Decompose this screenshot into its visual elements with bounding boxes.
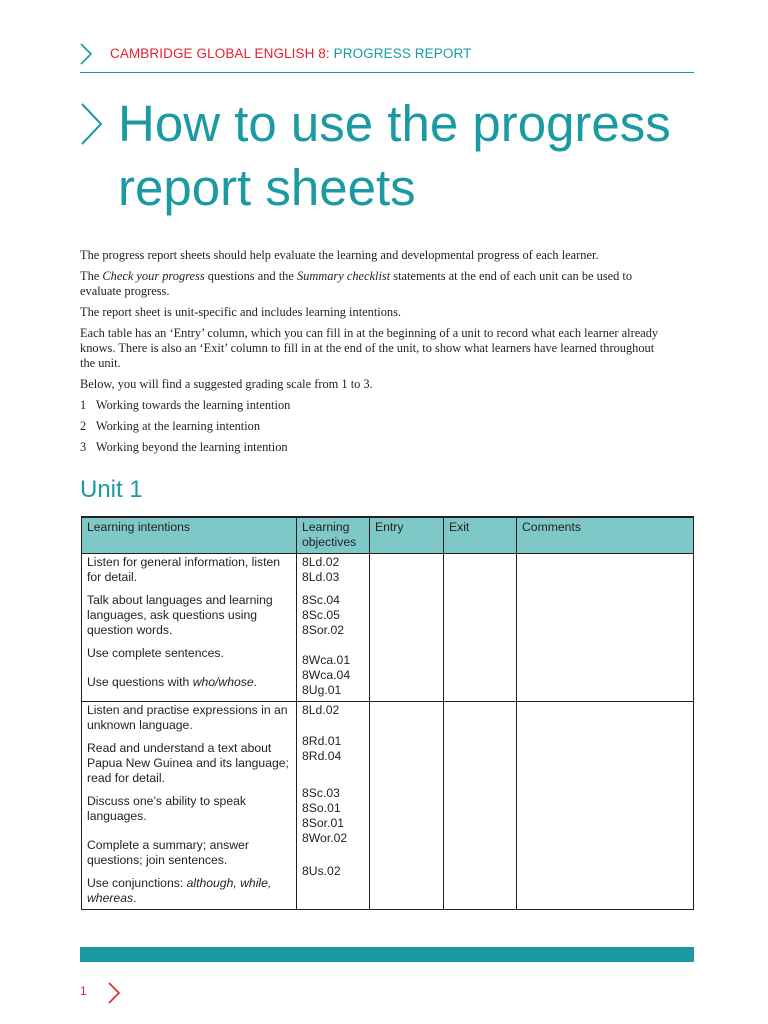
- intro-paragraph: Each table has an ‘Entry’ column, which you can fill in at the beginning of a unit to record what each learner already knows. There is also an ‘Exit’ column to fill in at the end of the unit, to show what learners have learned throughout the unit.: [80, 326, 659, 370]
- intentions-cell: [82, 702, 297, 910]
- intentions-cell: [82, 554, 297, 702]
- scale-number: 2: [80, 419, 87, 433]
- header-text: [110, 46, 471, 61]
- text-run: Use conjunctions:: [87, 876, 187, 890]
- objective-codes: 8Wca.01 8Wca.04 8Ug.01: [302, 653, 351, 697]
- exit-cell[interactable]: [444, 702, 517, 910]
- intention-item: [87, 675, 291, 690]
- running-header: [80, 38, 694, 73]
- intention-item: Use complete sentences.: [87, 646, 224, 660]
- intention-item: Complete a summary; answer questions; join sentences.: [87, 838, 249, 867]
- text-emphasis: Summary checklist: [296, 269, 391, 283]
- text-run: .: [253, 675, 258, 689]
- header-report: PROGRESS REPORT: [333, 46, 472, 61]
- text-run: questions and the: [204, 269, 297, 283]
- intro-paragraph: The progress report sheets should help evaluate the learning and developmental progress of each learner.: [80, 248, 599, 262]
- scale-item: [80, 419, 660, 434]
- intro-paragraph: [80, 269, 660, 299]
- scale-item: [80, 440, 660, 455]
- entry-cell[interactable]: [370, 702, 444, 910]
- text-emphasis: although, while, whereas: [87, 876, 272, 905]
- intention-item: Read and understand a text about Papua New Guinea and its language; read for detail.: [87, 741, 289, 785]
- intro-text: [80, 248, 660, 461]
- page-number: 1: [80, 984, 87, 998]
- table-row: [82, 702, 694, 910]
- scale-text: Working towards the learning intention: [95, 398, 291, 412]
- text-run: Use questions with: [87, 675, 193, 689]
- comments-cell[interactable]: [517, 702, 694, 910]
- title-block: [80, 92, 720, 220]
- objective-codes: 8Sc.04 8Sc.05 8Sor.02: [302, 593, 345, 637]
- intention-item: Listen and practise expressions in an unknown language.: [87, 703, 288, 732]
- unit-heading: Unit 1: [80, 476, 143, 503]
- text-emphasis: who/whose: [192, 675, 254, 689]
- intention-item: Talk about languages and learning languages, ask questions using question words.: [87, 593, 273, 637]
- objectives-cell: [297, 702, 370, 910]
- column-header-exit: Exit: [444, 517, 517, 554]
- comments-cell[interactable]: [517, 554, 694, 702]
- intention-item: Listen for general information, listen for detail.: [87, 555, 281, 584]
- text-run: statements at the end of each unit can be used to evaluate progress.: [80, 269, 633, 298]
- chevron-right-icon: [80, 102, 104, 146]
- text-run: The: [80, 269, 103, 283]
- scale-number: 3: [80, 440, 87, 454]
- objective-codes: 8Ld.02: [302, 703, 340, 717]
- intro-paragraph: Below, you will find a suggested grading scale from 1 to 3.: [80, 377, 373, 391]
- chevron-right-icon: [108, 982, 120, 1004]
- text-emphasis: Check your progress: [102, 269, 205, 283]
- objective-codes: 8Us.02: [302, 864, 341, 878]
- column-header-comments: Comments: [517, 517, 694, 554]
- column-header-intentions: Learning intentions: [82, 517, 297, 554]
- table-header-row: [82, 517, 694, 554]
- entry-cell[interactable]: [370, 554, 444, 702]
- intention-item: [87, 876, 291, 906]
- exit-cell[interactable]: [444, 554, 517, 702]
- scale-item: [80, 398, 660, 413]
- page-title: How to use the progress report sheets: [118, 95, 671, 216]
- scale-text: Working beyond the learning intention: [95, 440, 288, 454]
- column-header-objectives: Learning objectives: [297, 517, 370, 554]
- objective-codes: 8Sc.03 8So.01 8Sor.01 8Wor.02: [302, 786, 348, 845]
- table-row: [82, 554, 694, 702]
- header-series: CAMBRIDGE GLOBAL ENGLISH 8:: [110, 46, 330, 61]
- intro-paragraph: The report sheet is unit-specific and includes learning intentions.: [80, 305, 402, 319]
- scale-text: Working at the learning intention: [95, 419, 261, 433]
- footer-bar: [80, 947, 694, 962]
- column-header-entry: Entry: [370, 517, 444, 554]
- progress-table: [81, 516, 694, 910]
- objective-codes: 8Ld.02 8Ld.03: [302, 555, 340, 584]
- text-run: .: [133, 891, 137, 905]
- scale-number: 1: [80, 398, 87, 412]
- objectives-cell: [297, 554, 370, 702]
- intention-item: Discuss one’s ability to speak languages.: [87, 794, 246, 823]
- chevron-right-icon: [80, 43, 92, 65]
- objective-codes: 8Rd.01 8Rd.04: [302, 734, 342, 763]
